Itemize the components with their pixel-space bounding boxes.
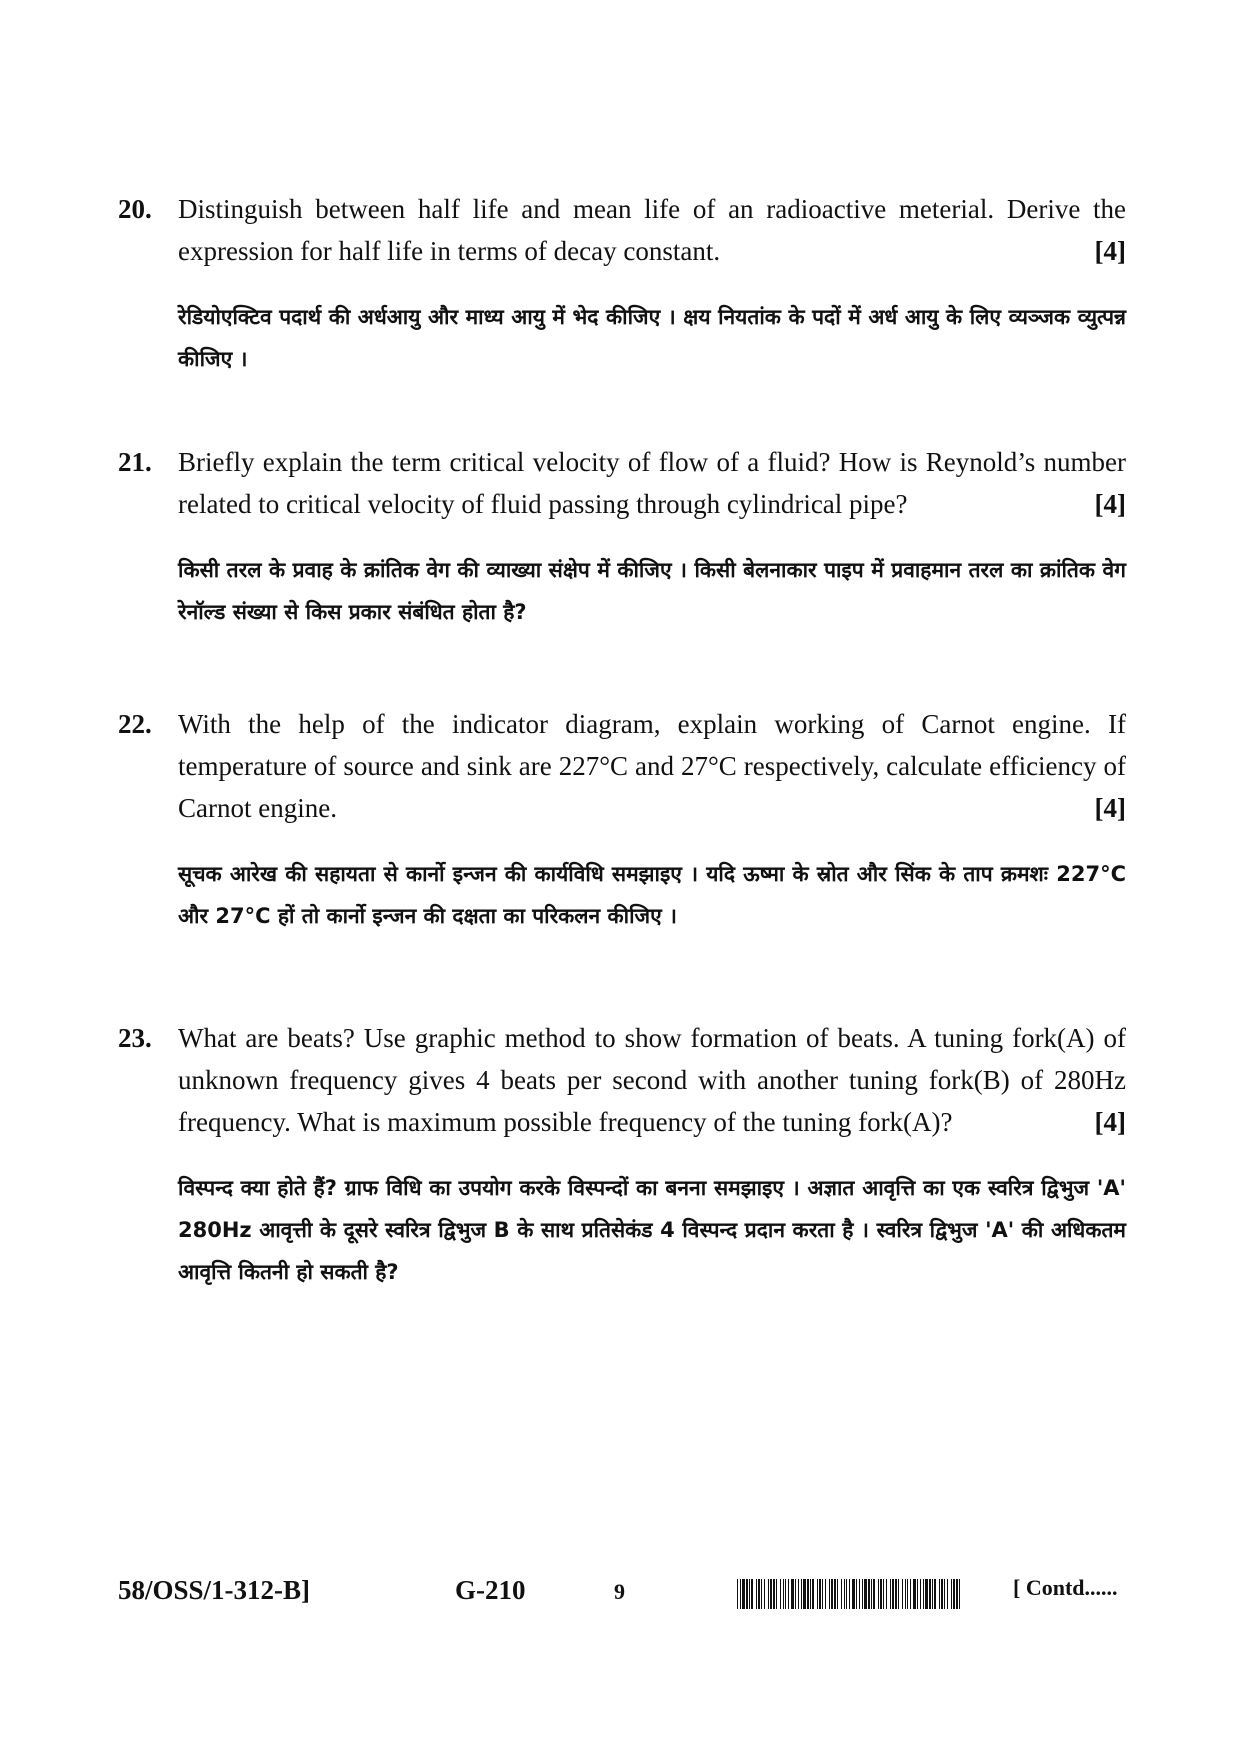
question-text-hindi: रेडियोएक्टिव पदार्थ की अर्धआयु और माध्य आयु में भेद कीजिए । क्षय नियतांक के पदों में अर्ध आयु के लिए व्यञ्जक व्युत्पन्न कीजिए ।: [178, 305, 1126, 371]
marks: [4]: [1094, 793, 1126, 823]
page-footer: [0, 1575, 1241, 1619]
set-code: G-210: [455, 1575, 526, 1605]
continued-label: [ Contd......: [1013, 1575, 1118, 1600]
question-21: [118, 441, 1126, 633]
question-text-hindi: किसी तरल के प्रवाह के क्रांतिक वेग की व्याख्या संक्षेप में कीजिए । किसी बेलनाकार पाइप में प्रवाहमान तरल का क्रांतिक वेग रेनॉल्ड संख्या से किस प्रकार संबंधित होता है?: [178, 558, 1126, 624]
question-number: 22.: [118, 709, 152, 739]
question-number: 20.: [118, 194, 152, 224]
question-22: [118, 703, 1126, 937]
question-text-english: Distinguish between half life and mean life of an radioactive meterial. Derive the expression for half life in terms of decay constant. [4]: [178, 188, 1126, 272]
barcode-image: [737, 1579, 960, 1609]
question-text-hindi: विस्पन्द क्या होते हैं? ग्राफ विधि का उपयोग करके विस्पन्दों का बनना समझाइए । अज्ञात आवृत्ति का एक स्वरित्र द्विभुज 'A' 280Hz आवृत्ती के दूसरे स्वरित्र द्विभुज B के साथ प्रतिसेकंड 4 विस्पन्द प्रदान करता है । स्वरित्र द्विभुज 'A' की अधिकतम आवृत्ति कितनी हो सकती है?: [178, 1176, 1126, 1284]
paper-code: 58/OSS/1-312-B]: [118, 1575, 311, 1605]
question-number: 21.: [118, 447, 152, 477]
question-text-english: Briefly explain the term critical velocity of flow of a fluid? How is Reynold’s number related to critical velocity of fluid passing through cylindrical pipe? [4]: [178, 441, 1126, 525]
marks: [4]: [1094, 236, 1126, 266]
question-23: [118, 1017, 1126, 1293]
question-text-english: What are beats? Use graphic method to show formation of beats. A tuning fork(A) of unknown frequency gives 4 beats per second with another tuning fork(B) of 280Hz frequency. What is maximum possible frequency of the tuning fork(A)? [4]: [178, 1017, 1126, 1143]
page-number: 9: [614, 1579, 625, 1604]
marks: [4]: [1094, 1107, 1126, 1137]
question-number: 23.: [118, 1023, 152, 1053]
question-20: [118, 188, 1126, 380]
marks: [4]: [1094, 489, 1126, 519]
question-text-hindi: सूचक आरेख की सहायता से कार्नो इन्जन की कार्यविधि समझाइए । यदि ऊष्मा के स्रोत और सिंक के ताप क्रमशः 227°C और 27°C हों तो कार्नो इन्जन की दक्षता का परिकलन कीजिए ।: [178, 862, 1126, 928]
question-text-english: With the help of the indicator diagram, explain working of Carnot engine. If temperature of source and sink are 227°C and 27°C respectively, calculate efficiency of Carnot engine. [4]: [178, 703, 1126, 829]
